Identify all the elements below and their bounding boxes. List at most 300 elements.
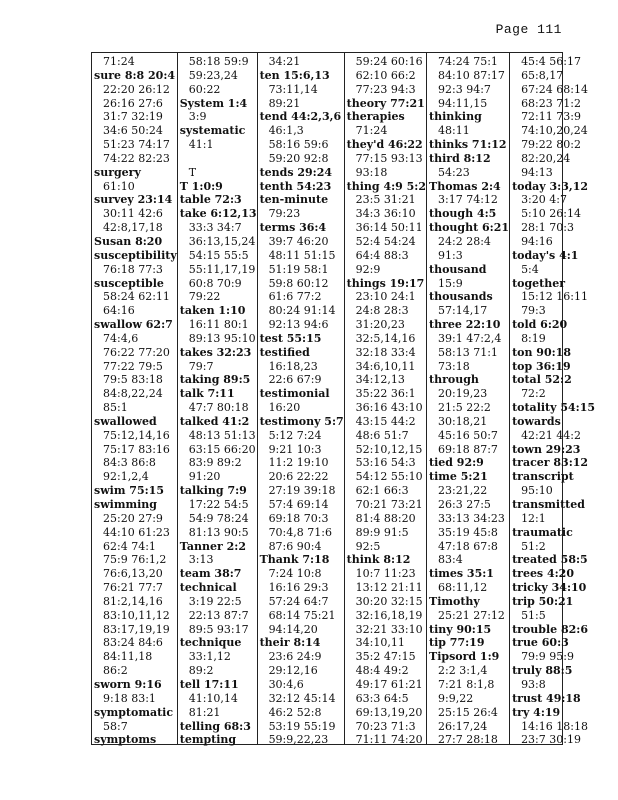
index-locator: 45:16 50:7: [438, 428, 498, 442]
index-locator: 77:15 93:13: [355, 151, 423, 165]
index-locator: 34:21: [268, 55, 301, 68]
index-locator: 23:21,22: [438, 484, 488, 498]
index-locator: 52:4 54:24: [355, 234, 416, 248]
index-locator: 3:19 22:5: [188, 594, 242, 608]
index-locator: 11:2 19:10: [268, 456, 329, 470]
index-term: think 8:12: [346, 553, 411, 567]
index-term: taking 89:5: [179, 373, 251, 387]
index-locator: 69:18 87:7: [438, 442, 498, 456]
index-locator: 14:16 18:18: [521, 719, 588, 733]
index-term: table 72:3: [179, 193, 242, 207]
index-locator: 17:22 54:5: [188, 498, 249, 511]
index-term: surgery: [94, 165, 141, 179]
index-column: [427, 53, 510, 747]
index-locator: 76:18 77:3: [103, 262, 163, 276]
index-locator: 46:2 52:8: [268, 705, 322, 719]
index-term: team 38:7: [179, 567, 242, 581]
index-locator: 33:3 34:7: [188, 221, 242, 235]
index-locator: 61:10: [103, 179, 135, 193]
index-term: terms 36:4: [259, 221, 327, 235]
index-locator: 43:15 44:2: [355, 414, 416, 428]
index-term: ten 15:6,13: [259, 68, 330, 82]
index-locator: 25:20 27:9: [103, 511, 163, 525]
index-term: theory 77:21: [346, 96, 425, 110]
index-locator: 85:1: [103, 401, 128, 415]
index-locator: 62:4 74:1: [103, 539, 156, 553]
index-term: testimony 5:7: [259, 414, 344, 428]
index-term: symptomatic: [94, 705, 174, 719]
index-locator: 3:17 74:12: [438, 193, 498, 207]
index-term: testified: [259, 345, 310, 359]
index-locator: 21:5 22:2: [438, 401, 491, 415]
index-locator: 23:10 24:1: [355, 290, 416, 304]
index-term: their 8:14: [259, 636, 321, 650]
index-locator: 75:12,14,16: [103, 428, 170, 442]
index-locator: 54:23: [438, 165, 470, 179]
index-locator: 79:22: [188, 290, 221, 304]
index-term: together: [512, 276, 566, 290]
index-locator: 89:21: [268, 96, 301, 110]
index-locator: 79:22 80:2: [521, 138, 581, 152]
index-locator: 12:1: [521, 511, 546, 525]
page-number: Page 111: [495, 22, 562, 37]
index-locator: 35:2 47:15: [355, 650, 416, 664]
index-locator: 89:13 95:10: [188, 331, 256, 345]
index-term: trouble 82:6: [512, 622, 588, 636]
index-locator: 89:9 91:5: [355, 525, 409, 539]
index-locator: 58:24 62:11: [103, 290, 170, 304]
index-locator: 74:22 82:23: [103, 151, 170, 165]
index-term: today 3:3,12: [512, 179, 589, 193]
index-locator: 89:5 93:17: [188, 622, 249, 636]
index-locator: 89:2: [188, 664, 214, 678]
index-locator: 59:9,22,23: [268, 733, 329, 747]
index-locator: 62:1 66:3: [355, 484, 409, 498]
index-locator: 58:18 59:9: [188, 55, 249, 68]
index-term: traumatic: [512, 525, 573, 539]
index-column: [178, 53, 258, 747]
index-locator: 9:18 83:1: [103, 691, 156, 705]
index-locator: 48:6 51:7: [355, 428, 409, 442]
index-locator: 5:12 7:24: [268, 428, 322, 442]
index-term: thinks 71:12: [429, 138, 507, 152]
index-locator: 60:8 70:9: [188, 276, 242, 290]
index-locator: 69:13,19,20: [355, 705, 423, 719]
index-locator: 42:21 44:2: [521, 428, 581, 442]
index-locator: 64:16: [103, 304, 135, 318]
index-column: [345, 53, 427, 747]
index-locator: 32:21 33:10: [355, 622, 423, 636]
index-locator: 63:3 64:5: [355, 691, 409, 705]
index-column: [258, 53, 345, 747]
index-term: today's 4:1: [512, 248, 579, 262]
index-locator: 23:6 24:9: [268, 650, 322, 664]
index-locator: 27:7 28:18: [438, 733, 498, 747]
index-locator: 2:2 3:1,4: [438, 664, 488, 678]
index-term: sworn 9:16: [94, 677, 162, 691]
index-locator: 54:15 55:5: [188, 248, 249, 262]
index-locator: 34:12,13: [355, 373, 405, 387]
index-locator: 32:18 33:4: [355, 345, 416, 359]
index-term: takes 32:23: [179, 345, 252, 359]
index-locator: 30:4,6: [268, 677, 304, 691]
index-term: trust 49:18: [512, 691, 581, 705]
index-locator: 73:18: [438, 359, 470, 373]
index-term: swallowed: [94, 414, 157, 428]
index-term: test 55:15: [259, 331, 322, 345]
index-locator: 70:21 73:21: [355, 498, 423, 511]
index-term: susceptibility: [94, 248, 177, 262]
index-term: trees 4:20: [512, 567, 574, 581]
index-locator: 33:13 34:23: [438, 511, 505, 525]
index-locator: 44:10 61:23: [103, 525, 170, 539]
index-term: tell 17:11: [179, 677, 239, 691]
index-locator: 76:21 77:7: [103, 581, 163, 595]
index-locator: 35:19 45:8: [438, 525, 498, 539]
index-locator: 9:21 10:3: [268, 442, 322, 456]
index-locator: 94:14,20: [268, 622, 318, 636]
index-term: though 4:5: [429, 207, 497, 221]
index-locator: 69:18 70:3: [268, 511, 329, 525]
index-term: tied 92:9: [429, 456, 484, 470]
index-locator: 28:1 70:3: [521, 221, 574, 235]
index-term: total 52:2: [512, 373, 572, 387]
index-locator: 23:7 30:19: [521, 733, 581, 747]
index-locator: 36:13,15,24: [188, 234, 256, 248]
index-locator: 57:24 64:7: [268, 594, 329, 608]
index-locator: 83:17,19,19: [103, 622, 170, 636]
index-locator: 15:12 16:11: [521, 290, 588, 304]
index-term: Thomas 2:4: [429, 179, 501, 193]
index-locator: 5:10 26:14: [521, 207, 581, 221]
index-locator: 16:18,23: [268, 359, 318, 373]
index-term: thought 6:21: [429, 221, 510, 235]
index-locator: 63:15 66:20: [188, 442, 256, 456]
index-locator: 20:19,23: [438, 387, 488, 401]
index-locator: 45:4 56:17: [521, 55, 581, 68]
index-term: testimonial: [259, 387, 330, 401]
index-locator: 92:5: [355, 539, 381, 553]
index-term: towards: [512, 414, 561, 428]
index-locator: 39:1 47:2,4: [438, 331, 502, 345]
index-term: third 8:12: [429, 151, 491, 165]
index-locator: 26:17,24: [438, 719, 488, 733]
index-locator: 58:7: [103, 719, 128, 733]
index-locator: 83:4: [438, 553, 463, 567]
index-locator: 84:3 86:8: [103, 456, 156, 470]
index-locator: 87:6 90:4: [268, 539, 322, 553]
index-locator: 54:9 78:24: [188, 511, 249, 525]
index-term: ton 90:18: [512, 345, 571, 359]
index-locator: 32:16,18,19: [355, 608, 423, 622]
index-locator: 54:12 55:10: [355, 470, 423, 484]
index-term: thousand: [429, 262, 487, 276]
index-locator: 76:6,13,20: [103, 567, 163, 581]
index-locator: 81:21: [188, 705, 221, 719]
index-term: symptoms: [94, 733, 157, 747]
index-column: [92, 53, 178, 747]
index-term: time 5:21: [429, 470, 488, 484]
index-locator: 82:20,24: [521, 151, 571, 165]
index-locator: 75:9 76:1,2: [103, 553, 167, 567]
index-locator: 42:8,17,18: [103, 221, 163, 235]
index-term: technical: [179, 581, 237, 595]
index-term: tricky 34:10: [512, 581, 587, 595]
index-term: they'd 46:22: [346, 138, 423, 152]
index-locator: 41:10,14: [188, 691, 238, 705]
index-locator: 30:18,21: [438, 414, 488, 428]
index-locator: 74:10,20,24: [521, 124, 588, 138]
index-locator: 52:10,12,15: [355, 442, 423, 456]
index-locator: 83:10,11,12: [103, 608, 170, 622]
index-term: tenth 54:23: [259, 179, 332, 193]
index-locator: 92:13 94:6: [268, 318, 329, 332]
index-locator: 67:24 68:14: [521, 82, 588, 96]
index-locator: 68:14 75:21: [268, 608, 336, 622]
index-locator: 84:11,18: [103, 650, 153, 664]
index-locator: 5:4: [521, 262, 539, 276]
index-term: tracer 83:12: [512, 456, 589, 470]
index-locator: 84:10 87:17: [438, 68, 505, 82]
index-locator: 93:18: [355, 165, 388, 179]
index-term: swim 75:15: [94, 484, 164, 498]
index-locator: 68:11,12: [438, 581, 488, 595]
index-locator: 36:16 43:10: [355, 401, 423, 415]
index-term: try 4:19: [512, 705, 561, 719]
index-locator: 60:22: [188, 82, 221, 96]
index-locator: 95:10: [521, 484, 553, 498]
index-term: therapies: [346, 110, 405, 124]
index-locator: 30:11 42:6: [103, 207, 163, 221]
index-locator: 73:11,14: [268, 82, 318, 96]
index-locator: 26:16 27:6: [103, 96, 163, 110]
word-index-table: [91, 52, 596, 747]
index-term: swimming: [94, 498, 157, 511]
index-locator: 59:20 92:8: [268, 151, 329, 165]
index-term: talk 7:11: [179, 387, 235, 401]
index-locator: 47:7 80:18: [188, 401, 249, 415]
index-locator: 16:11 80:1: [188, 318, 249, 332]
index-term: Timothy: [429, 594, 480, 608]
index-term: treated 58:5: [512, 553, 588, 567]
index-locator: 76:22 77:20: [103, 345, 170, 359]
index-locator: 47:18 67:8: [438, 539, 498, 553]
index-locator: 81:4 88:20: [355, 511, 416, 525]
index-locator: 93:8: [521, 677, 546, 691]
index-locator: 34:3 36:10: [355, 207, 416, 221]
index-term: taken 1:10: [179, 304, 246, 318]
index-locator: 27:19 39:18: [268, 484, 336, 498]
index-term: tend 44:2,3,6: [259, 110, 342, 124]
index-term: tip 77:19: [429, 636, 485, 650]
index-term: told 6:20: [512, 318, 568, 332]
index-term: thinking: [429, 110, 482, 124]
index-locator: 33:1,12: [188, 650, 231, 664]
index-locator: 22:20 26:12: [103, 82, 170, 96]
index-locator: 74:24 75:1: [438, 55, 498, 68]
index-locator: 91:3: [438, 248, 463, 262]
index-locator: 16:20: [268, 401, 301, 415]
index-term: take 6:12,13: [179, 207, 257, 221]
index-term: through: [429, 373, 479, 387]
index-locator: 36:14 50:11: [355, 221, 423, 235]
index-term: true 60:3: [512, 636, 569, 650]
index-term: susceptible: [94, 276, 164, 290]
index-locator: 39:7 46:20: [268, 234, 329, 248]
index-term: truly 88:5: [512, 664, 573, 678]
index-locator: 22:13 87:7: [188, 608, 249, 622]
index-locator: 57:14,17: [438, 304, 488, 318]
index-term: thing 4:9 5:2: [346, 179, 427, 193]
index-locator: 64:4 88:3: [355, 248, 409, 262]
index-locator: 58:16 59:6: [268, 138, 329, 152]
index-term: Susan 8:20: [94, 234, 163, 248]
index-term: technique: [179, 636, 242, 650]
index-term: transcript: [512, 470, 574, 484]
index-term: T 1:0:9: [179, 179, 223, 193]
index-locator: 71:24: [103, 55, 135, 68]
index-locator: 92:3 94:7: [438, 82, 491, 96]
index-locator: 3:20 4:7: [521, 193, 567, 207]
index-locator: 26:3 27:5: [438, 498, 491, 511]
index-locator: 53:19 55:19: [268, 719, 336, 733]
index-spacer: [178, 152, 257, 166]
index-locator: 94:13: [521, 165, 553, 179]
index-locator: 32:5,14,16: [355, 331, 416, 345]
index-locator: 83:9 89:2: [188, 456, 242, 470]
index-locator: 61:6 77:2: [268, 290, 322, 304]
index-locator: 51:23 74:17: [103, 138, 170, 152]
index-locator: 59:24 60:16: [355, 55, 423, 68]
index-locator: 81:2,14,16: [103, 594, 163, 608]
index-locator: 79:23: [268, 207, 301, 221]
index-locator: 32:12 45:14: [268, 691, 336, 705]
index-locator: 77:23 94:3: [355, 82, 416, 96]
index-locator: 10:7 11:23: [355, 567, 416, 581]
index-locator: 92:1,2,4: [103, 470, 149, 484]
index-term: talked 41:2: [179, 414, 250, 428]
index-locator: 25:21 27:12: [438, 608, 505, 622]
index-term: trip 50:21: [512, 594, 574, 608]
index-locator: 3:13: [188, 553, 214, 567]
index-locator: 34:10,11: [355, 636, 405, 650]
index-term: tends 29:24: [259, 165, 333, 179]
index-locator: 48:4 49:2: [355, 664, 409, 678]
index-locator: 92:9: [355, 262, 381, 276]
index-locator: 48:11 51:15: [268, 248, 336, 262]
index-locator: 57:4 69:14: [268, 498, 329, 511]
index-term: systematic: [179, 124, 246, 138]
index-locator: 49:17 61:21: [355, 677, 423, 691]
index-term: three 22:10: [429, 318, 501, 332]
index-term: System 1:4: [179, 96, 248, 110]
index-locator: 71:24: [355, 124, 388, 138]
index-term: times 35:1: [429, 567, 494, 581]
index-term: tiny 90:15: [429, 622, 492, 636]
index-locator: 84:8,22,24: [103, 387, 163, 401]
index-locator: 71:11 74:20: [355, 733, 423, 747]
index-locator: 29:12,16: [268, 664, 318, 678]
index-locator: 79:5 83:18: [103, 373, 163, 387]
index-term: top 36:19: [512, 359, 571, 373]
index-locator: 70:4,8 71:6: [268, 525, 332, 539]
index-locator: 79:9 95:9: [521, 650, 574, 664]
index-locator: 23:5 31:21: [355, 193, 416, 207]
index-locator: 48:11: [438, 124, 470, 138]
index-locator: 9:9,22: [438, 691, 474, 705]
index-locator: 34:6,10,11: [355, 359, 416, 373]
index-locator: 41:1: [188, 138, 214, 152]
index-term: totality 54:15: [512, 401, 596, 415]
index-locator: 80:24 91:14: [268, 304, 336, 318]
index-term: talking 7:9: [179, 484, 247, 498]
index-term: swallow 62:7: [94, 318, 173, 332]
index-locator: 79:7: [188, 359, 214, 373]
index-locator: 55:11,17,19: [188, 262, 256, 276]
index-locator: 30:20 32:15: [355, 594, 423, 608]
index-locator: 53:16 54:3: [355, 456, 416, 470]
index-locator: 24:2 28:4: [438, 234, 491, 248]
index-locator: 46:1,3: [268, 124, 304, 138]
index-locator: 72:2: [521, 387, 546, 401]
index-locator: 20:6 22:22: [268, 470, 329, 484]
index-locator: 58:13 71:1: [438, 345, 498, 359]
index-term: tempting: [179, 733, 237, 747]
index-term: ten-minute: [259, 193, 329, 207]
index-locator: T: [188, 165, 197, 179]
index-locator: 7:21 8:1,8: [438, 677, 495, 691]
index-locator: 72:11 73:9: [521, 110, 581, 124]
index-locator: 8:19: [521, 331, 546, 345]
index-locator: 94:11,15: [438, 96, 488, 110]
index-locator: 34:6 50:24: [103, 124, 163, 138]
index-term: telling 68:3: [179, 719, 251, 733]
index-locator: 59:23,24: [188, 68, 238, 82]
index-locator: 13:12 21:11: [355, 581, 423, 595]
index-term: survey 23:14: [94, 193, 173, 207]
index-locator: 25:15 26:4: [438, 705, 498, 719]
index-locator: 65:8,17: [521, 68, 564, 82]
index-term: Thank 7:18: [259, 553, 330, 567]
index-locator: 68:23 71:2: [521, 96, 581, 110]
index-term: Tanner 2:2: [179, 539, 246, 553]
index-locator: 62:10 66:2: [355, 68, 416, 82]
index-term: Tipsord 1:9: [429, 650, 500, 664]
index-locator: 59:8 60:12: [268, 276, 329, 290]
index-locator: 94:16: [521, 234, 553, 248]
index-term: thousands: [429, 290, 493, 304]
index-term: sure 8:8 20:4: [94, 68, 176, 82]
index-term: town 29:23: [512, 442, 581, 456]
index-locator: 77:22 79:5: [103, 359, 163, 373]
index-locator: 75:17 83:16: [103, 442, 170, 456]
index-locator: 7:24 10:8: [268, 567, 322, 581]
index-locator: 91:20: [188, 470, 221, 484]
index-locator: 15:9: [438, 276, 463, 290]
index-term: transmitted: [512, 498, 585, 511]
index-locator: 31:20,23: [355, 318, 405, 332]
index-locator: 81:13 90:5: [188, 525, 249, 539]
index-locator: 79:3: [521, 304, 546, 318]
index-locator: 35:22 36:1: [355, 387, 416, 401]
index-locator: 31:7 32:19: [103, 110, 163, 124]
index-locator: 22:6 67:9: [268, 373, 322, 387]
index-locator: 83:24 84:6: [103, 636, 163, 650]
index-locator: 3:9: [188, 110, 207, 124]
index-locator: 51:5: [521, 608, 546, 622]
index-column: [510, 53, 596, 747]
index-locator: 51:2: [521, 539, 546, 553]
